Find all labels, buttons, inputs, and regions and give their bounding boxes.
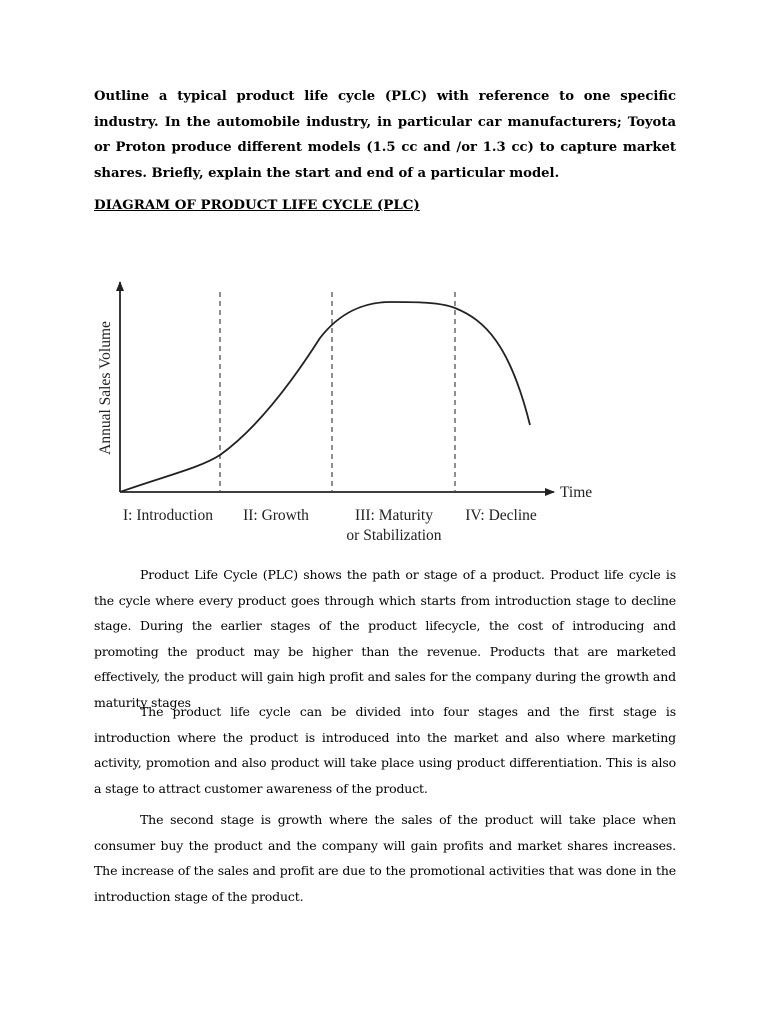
y-axis-label: Annual Sales Volume <box>97 321 114 455</box>
diagram-heading: DIAGRAM OF PRODUCT LIFE CYCLE (PLC) <box>94 197 420 213</box>
stage-label-decline: IV: Decline <box>465 507 537 524</box>
stage-label-introduction: I: Introduction <box>123 507 213 524</box>
sales-curve <box>120 302 530 492</box>
assignment-question: Outline a typical product life cycle (PLC) with reference to one specific industry. In the automobile industry, in particular car manufacturers; Toyota or Proton produce different models (1.5 cc and /or 1.3 cc) to capture market shares. Briefly, explain the start and end of a particular model. <box>94 89 676 181</box>
body-paragraph: Product Life Cycle (PLC) shows the path or stage of a product. Product life cycle is the cycle where every product goes through which starts from introduction stage to decline stage. During the earlier stages of the product lifecycle, the cost of introducing and promoting the product may be higher than the revenue. Products that are marketed effectively, the product will gain high profit and sales for the company during the growth and maturity stages <box>94 567 676 710</box>
body-paragraph: The second stage is growth where the sales of the product will take place when consumer buy the product and the company will gain profits and market shares increases. The increase of the sales and profit are due to the promotional activities that was done in the introduction stage of the product. <box>94 812 676 904</box>
body-paragraph: The product life cycle can be divided into four stages and the first stage is introduction where the product is introduced into the market and also where marketing activity, promotion and also product will take place using product differentiation. This is also a stage to attract customer awareness of the product. <box>94 704 676 796</box>
stage-label-stabilization: or Stabilization <box>346 527 442 544</box>
plc-diagram <box>90 270 610 550</box>
x-axis-label: Time <box>560 484 593 501</box>
stage-label-growth: II: Growth <box>243 507 309 524</box>
stage-label-maturity: III: Maturity <box>355 507 433 524</box>
